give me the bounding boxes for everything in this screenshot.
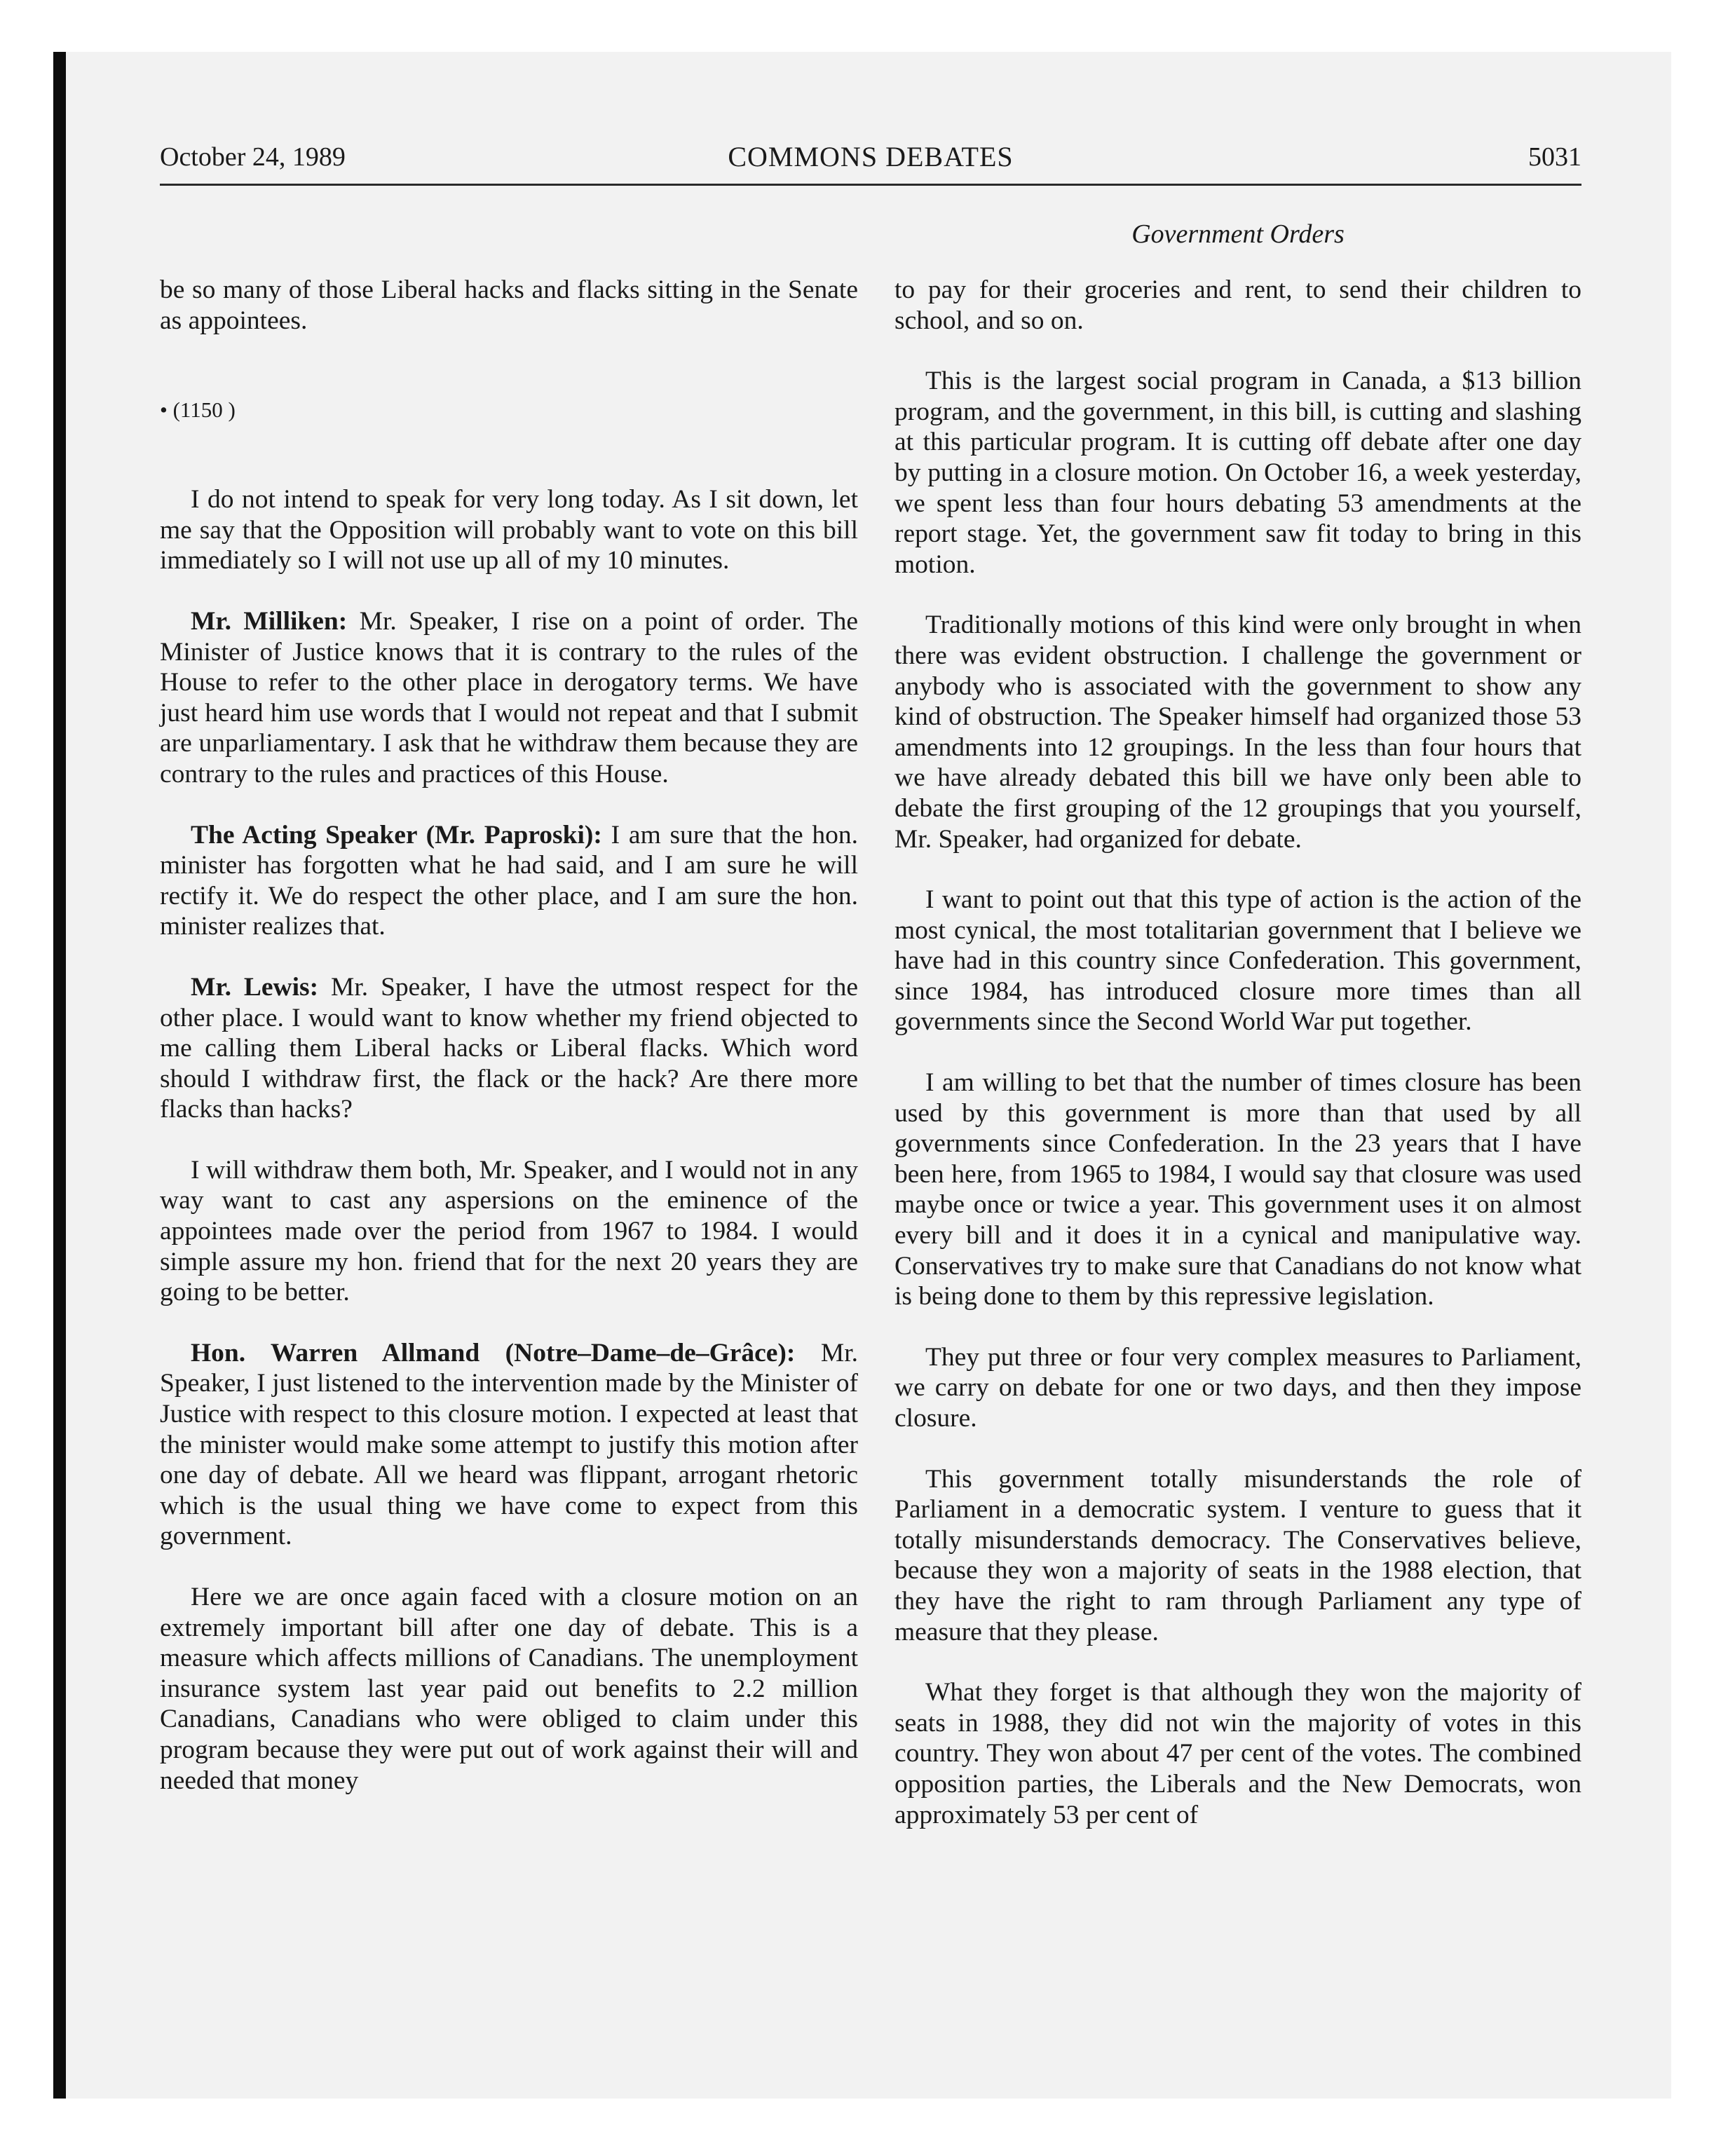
left-column [160,275,858,1826]
right-paragraph-2: This is the largest social program in Canada, a $13 billion program, and the government, in this bill, is cutting and slashing at this particular program. It is cutting off debate after one day by putting in a closure motion. On October 16, a week yesterday, we spent less than four hours debating 53 amendments at the report stage. Yet, the government saw fit today to bring in this motion. [894,367,1581,579]
page-header [160,137,1581,186]
speech-text: I am sure that the hon. minister has forgotten what he had said, and I am sure he will rectify it. We do respect the other place, and I am sure the hon. minister realizes that. [160,820,858,941]
left-paragraph-1: be so many of those Liberal hacks and flacks sitting in the Senate as appointees. [160,275,858,335]
left-paragraph-5 [160,972,858,1125]
header-title: COMMONS DEBATES [728,141,1014,172]
right-paragraph-5: I am willing to bet that the number of times closure has been used by this government is more than that used by all governments since Confederation. In the 23 years that I have been here, from 1965 to 1984, I would say that closure was used maybe once or twice a year. This government uses it on almost every bill and it does it in a cynical and manipulative way. Conservatives try to make sure that Canadians do not know what is being done to them by this repressive legislation. [894,1068,1581,1311]
right-column [894,275,1581,1860]
right-paragraph-6: They put three or four very complex measures to Parliament, we carry on debate for one or two days, and then they impose closure. [894,1342,1581,1433]
left-paragraph-4 [160,820,858,942]
left-paragraph-7 [160,1338,858,1552]
speaker-name: Hon. Warren Allmand (Notre–Dame–de–Grâce): [191,1338,796,1367]
right-paragraph-3: Traditionally motions of this kind were only brought in when there was evident obstruction. I challenge the government or anybody who is associated with the government to show any kind of obstruction. The Speaker himself had organized those 53 amendments into 12 groupings. In the less than four hours that we have already debated this bill we have only been able to debate the first grouping of the 12 groupings that you yourself, Mr. Speaker, had organized for debate. [894,610,1581,854]
left-paragraph-3 [160,606,858,790]
left-paragraph-6: I will withdraw them both, Mr. Speaker, and I would not in any way want to cast any aspersions on the eminence of the appointees made over the period from 1967 to 1984. I would simple assure my hon. friend that for the next 20 years they are going to be better. [160,1155,858,1307]
right-paragraph-8: What they forget is that although they won the majority of seats in 1988, they did not win the majority of votes in this country. They won about 47 per cent of the votes. The combined opposition parties, the Liberals and the New Democrats, won approximately 53 per cent of [894,1678,1581,1829]
time-marker: • (1150 ) [160,397,236,423]
speaker-name: The Acting Speaker (Mr. Paproski): [191,820,602,850]
left-paragraph-8: Here we are once again faced with a closure motion on an extremely important bill after one day of debate. This is a measure which affects millions of Canadians. The unemployment insurance system last year paid out benefits to 2.2 million Canadians, Canadians who were obliged to claim under this program because they were put out of work against their will and needed that money [160,1583,858,1795]
right-paragraph-4: I want to point out that this type of action is the action of the most cynical, the most totalitarian government that I believe we have had in this country since Confederation. This government, since 1984, has introduced closure more times than all governments since the Second World War put together. [894,885,1581,1037]
speaker-name: Mr. Lewis: [191,972,319,1002]
right-paragraph-1: to pay for their groceries and rent, to send their children to school, and so on. [894,275,1581,335]
speaker-name: Mr. Milliken: [191,606,348,636]
scan-edge-bar [53,52,66,2099]
section-label: Government Orders [1131,219,1345,249]
header-page-number: 5031 [1528,142,1581,172]
speech-text: Mr. Speaker, I rise on a point of order. The Minister of Justice knows that it is contrary to the rules of the House to refer to the other place in derogatory terms. We have just heard him use words that I would not repeat and that I submit are unparliamentary. I ask that he withdraw them because they are contrary to the rules and practices of this House. [160,606,858,789]
header-date: October 24, 1989 [160,142,346,172]
right-paragraph-7: This government totally misunderstands the role of Parliament in a democratic system. I venture to guess that it totally misunderstands democracy. The Conservatives believe, because they won a majority of seats in the 1988 election, that they have the right to ram through Parliament any type of measure that they please. [894,1464,1581,1646]
speech-text: Mr. Speaker, I have the utmost respect for the other place. I would want to know whether my friend objected to me calling them Liberal hacks or Liberal flacks. Which word should I withdraw first, the flack or the hack? Are there more flacks than hacks? [160,972,858,1124]
speech-text: Mr. Speaker, I just listened to the intervention made by the Minister of Justice with respect to this closure motion. I expected at least that the minister would make some attempt to justify this motion after one day of debate. All we heard was flippant, arrogant rhetoric which is the usual thing we have come to expect from this government. [160,1338,859,1551]
left-paragraph-2: I do not intend to speak for very long today. As I sit down, let me say that the Opposition will probably want to vote on this bill immediately so I will not use up all of my 10 minutes. [160,485,858,575]
